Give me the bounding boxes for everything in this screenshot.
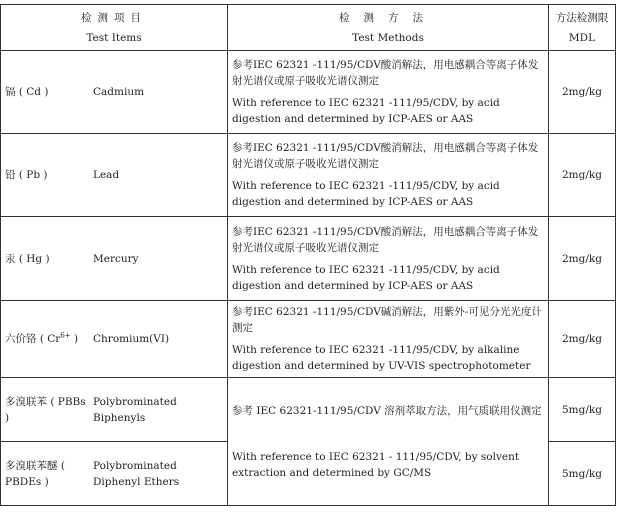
shared-method-zh: 参考 IEC 62321-111/95/CDV 溶剂萃取方法，用气质联用仪测定 — [232, 404, 542, 417]
method-zh: 参考IEC 62321 -111/95/CDV酸消解法，用电感耦合等离子体发射光谱仪或原子吸收光谱仪测定 — [232, 59, 539, 87]
method-cell — [228, 134, 549, 217]
item-name-zh: 镉 ( Cd ) — [5, 86, 49, 98]
header-mdl-en: MDL — [568, 31, 596, 44]
item-name-zh: 多溴联苯醚 ( PBDEs ) — [5, 459, 65, 488]
item-name-en: Mercury — [93, 252, 139, 265]
table-header-row — [1, 5, 616, 51]
method-en: With reference to IEC 62321 -111/95/CDV, by alkaline digestion and determined by UV-VIS spectrophotometer — [232, 344, 531, 372]
item-name-zh — [5, 331, 89, 347]
header-mdl-zh: 方法检测限 — [555, 11, 609, 24]
header-test-items-en: Test Items — [86, 31, 142, 44]
item-name-en: Chromium(VI) — [93, 333, 170, 345]
shared-method-cell — [228, 378, 549, 506]
method-en: With reference to IEC 62321 -111/95/CDV, by acid digestion and determined by ICP-AES or AAS — [232, 263, 500, 292]
header-test-items — [1, 5, 228, 51]
mdl-cell: 5mg/kg — [549, 378, 616, 442]
mdl-cell: 2mg/kg — [549, 51, 616, 134]
table-row — [1, 301, 616, 378]
mdl-cell: 2mg/kg — [549, 134, 616, 217]
test-item-cell — [1, 378, 228, 442]
method-en: With reference to IEC 62321 -111/95/CDV, by acid digestion and determined by ICP-AES or AAS — [232, 180, 500, 208]
header-test-methods-zh: 检测方法 — [339, 11, 437, 24]
test-items-table — [0, 4, 616, 506]
item-name-en: Cadmium — [93, 86, 145, 98]
method-zh: 参考IEC 62321 -111/95/CDV碱消解法，用紫外-可见分光光度计测定 — [232, 306, 542, 334]
header-test-methods-en: Test Methods — [352, 31, 424, 44]
test-item-cell — [1, 301, 228, 378]
item-name-zh-prefix: 六价铬 ( Cr — [5, 333, 61, 345]
item-name-en: Lead — [93, 169, 120, 181]
shared-method-en: With reference to IEC 62321 - 111/95/CDV, by solvent extraction and determined by GC/MS — [232, 450, 520, 479]
table-row — [1, 51, 616, 134]
item-name-en: Polybrominated Biphenyls — [93, 395, 177, 424]
item-name-zh: 多溴联苯 ( PBBs ) — [5, 395, 86, 424]
test-item-cell — [1, 442, 228, 506]
test-item-cell — [1, 217, 228, 301]
table-row — [1, 217, 616, 301]
method-zh: 参考IEC 62321 -111/95/CDV酸消解法，用电感耦合等离子体发射光谱仪或原子吸收光谱仪测定 — [232, 142, 539, 170]
header-test-items-zh: 检测项目 — [81, 11, 147, 24]
table-row — [1, 378, 616, 442]
method-zh: 参考IEC 62321 -111/95/CDV酸消解法，用电感耦合等离子体发射光谱仪或原子吸收光谱仪测定 — [232, 225, 539, 254]
table-row — [1, 134, 616, 217]
method-cell — [228, 301, 549, 378]
test-item-cell — [1, 134, 228, 217]
mdl-cell: 2mg/kg — [549, 217, 616, 301]
item-name-zh-suffix: ) — [70, 333, 79, 345]
item-name-zh: 汞 ( Hg ) — [5, 252, 50, 265]
method-en: With reference to IEC 62321 -111/95/CDV, by acid digestion and determined by ICP-AES or AAS — [232, 97, 500, 125]
item-name-zh-superscript: 6+ — [60, 331, 71, 340]
method-cell — [228, 217, 549, 301]
header-test-methods — [228, 5, 549, 51]
item-name-en: Polybrominated Diphenyl Ethers — [93, 459, 180, 488]
header-mdl — [549, 5, 616, 51]
test-item-cell — [1, 51, 228, 134]
mdl-cell: 2mg/kg — [549, 301, 616, 378]
item-name-zh: 铅 ( Pb ) — [5, 169, 48, 181]
mdl-cell: 5mg/kg — [549, 442, 616, 506]
method-cell — [228, 51, 549, 134]
